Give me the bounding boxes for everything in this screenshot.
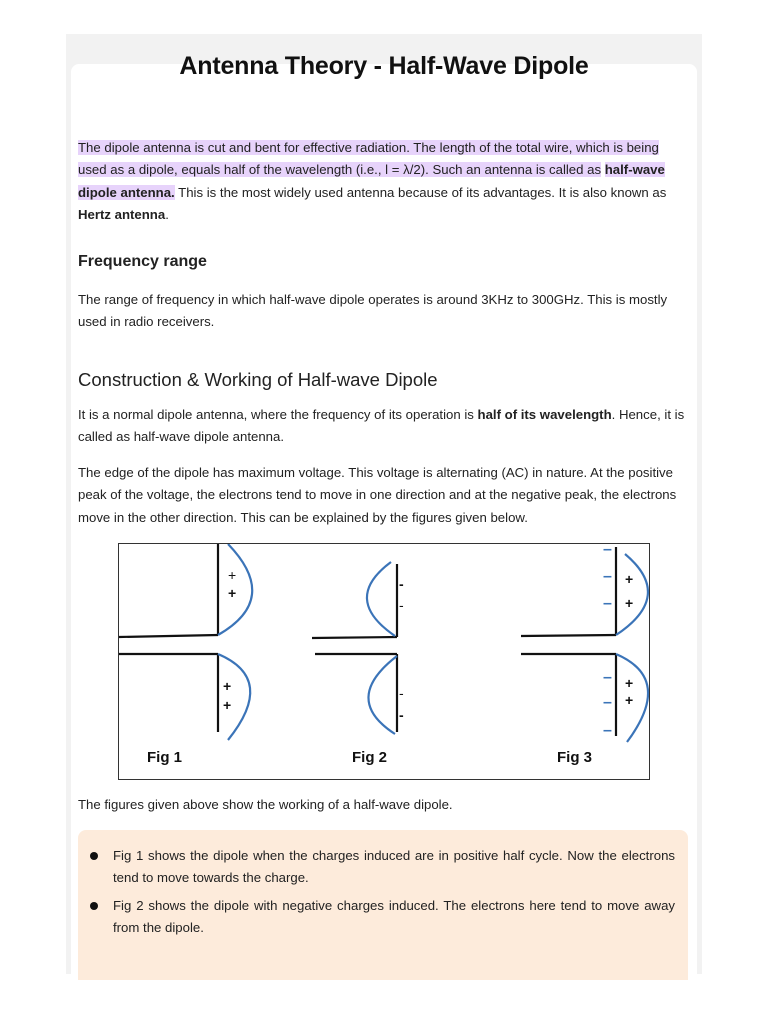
fig1-plus-3: + <box>223 678 232 694</box>
fig3-neg-2: – <box>603 568 612 585</box>
list-item <box>113 895 675 940</box>
fig3-upper-arm <box>521 635 616 636</box>
fig2-lower-wave <box>368 656 397 734</box>
fig2-upper-arm <box>312 637 397 638</box>
fig2-minus-2: - <box>399 597 404 613</box>
fig2-label: Fig 2 <box>352 749 388 766</box>
construction-paragraph-2: The edge of the dipole has maximum voltage. This voltage is alternating (AC) in nature. At the positive peak of the voltage, the electrons tend to move in one direction and at the negative peak, the electrons move in the other direction. This can be explained by the figures given below. <box>78 465 677 525</box>
list-item <box>113 845 675 890</box>
construction-p1-start: It is a normal dipole antenna, where the frequency of its operation is <box>78 407 478 422</box>
notes-callout <box>78 830 688 980</box>
figures-caption: The figures given above show the working of a half-wave dipole. <box>78 797 453 812</box>
fig2-upper-wave <box>367 562 395 636</box>
intro-mid: This is the most widely used antenna because of its advantages. It is also known as <box>174 184 667 200</box>
intro-bold-hertz: Hertz antenna <box>78 206 166 222</box>
bullet-text: Fig 1 shows the dipole when the charges induced are in positive half cycle. Now the electrons tend to move towards the charge. <box>113 848 675 886</box>
frequency-heading: Frequency range <box>78 253 207 270</box>
fig3-neg-3: – <box>603 595 612 612</box>
bullet-text: Fig 2 shows the dipole with negative charges induced. The electrons here tend to move away from the dipole. <box>113 898 675 936</box>
fig1-label: Fig 1 <box>147 749 183 766</box>
fig3-neg-6: – <box>603 722 612 739</box>
frequency-paragraph: The range of frequency in which half-wave dipole operates is around 3KHz to 300GHz. This is mostly used in radio receivers. <box>78 292 668 330</box>
intro-paragraph <box>78 137 688 226</box>
fig3-label: Fig 3 <box>557 749 593 766</box>
fig1-plus-1: + <box>228 567 237 583</box>
page-title: Antenna Theory - Half-Wave Dipole <box>179 52 589 80</box>
fig1-plus-2: + <box>228 585 237 601</box>
intro-end: . <box>165 206 169 222</box>
fig3-plus-4: + <box>625 692 634 708</box>
fig2-minus-3: - <box>399 685 404 701</box>
bullet-icon <box>90 902 98 910</box>
fig2-minus-4: - <box>399 707 404 723</box>
intro-highlight: The dipole antenna is cut and bent for effective radiation. The length of the total wire, which is being used as a dipole, equals half of the wavelength (i.e., l = λ/2). Such an antenna is called as <box>78 140 659 178</box>
construction-p1-end: . Hence, it is called as half-wave dipole antenna. <box>78 407 685 445</box>
fig3-neg-4: – <box>603 669 612 686</box>
intro-bold-term: half-wave dipole antenna. <box>78 162 665 200</box>
fig1-plus-4: + <box>223 697 232 713</box>
fig3-neg-5: – <box>603 694 612 711</box>
fig3-neg-1: – <box>603 544 612 558</box>
construction-heading: Construction & Working of Half-wave Dipole <box>78 369 438 390</box>
dipole-figure <box>118 543 650 780</box>
dipole-diagram <box>119 544 649 779</box>
construction-p1-bold: half of its wavelength <box>477 407 612 422</box>
fig3-plus-3: + <box>625 675 634 691</box>
fig3-plus-1: + <box>625 571 634 587</box>
fig3-plus-2: + <box>625 595 634 611</box>
construction-paragraph-1 <box>78 404 688 449</box>
bullet-icon <box>90 852 98 860</box>
fig2-minus-1: - <box>399 576 404 592</box>
fig1-upper-arm <box>119 635 218 637</box>
